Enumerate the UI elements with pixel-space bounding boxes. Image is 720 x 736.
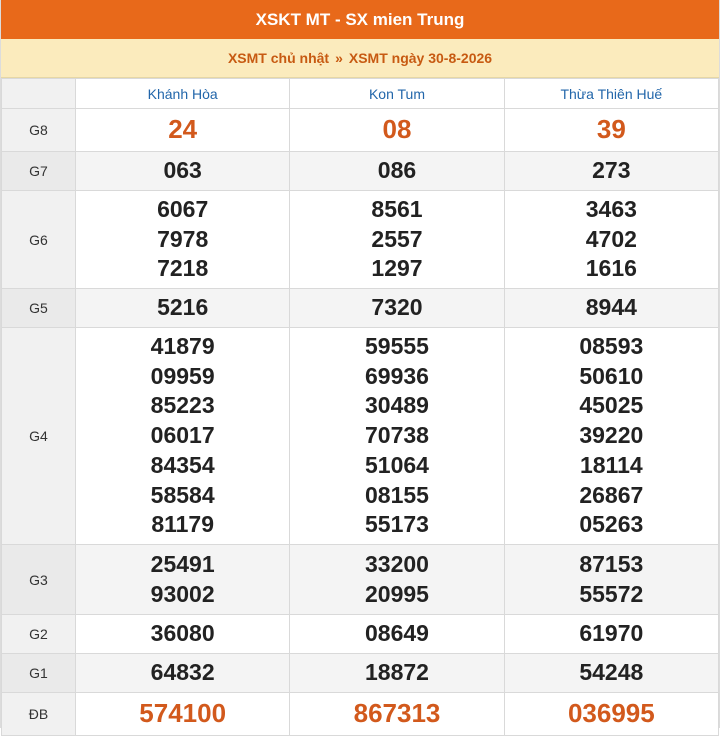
prize-number: 33200 [365,550,429,577]
prize-number: 08 [382,114,412,145]
prize-number: 18114 [579,451,643,478]
prize-cell [76,191,290,289]
prize-number: 45025 [579,392,644,419]
province-header-row [2,79,719,109]
prize-cell [504,289,718,328]
prize-label: G3 [2,545,76,615]
prize-cell [76,654,290,693]
prize-cell [76,152,290,191]
prize-number: 55173 [365,511,429,538]
prize-label: G1 [2,654,76,693]
breadcrumb-link-weekday[interactable]: XSMT chủ nhật [227,50,330,66]
province-khanh-hoa[interactable]: Khánh Hòa [76,79,290,109]
province-thua-thien-hue[interactable]: Thừa Thiên Huế [504,79,718,109]
prize-number: 26867 [579,481,644,508]
prize-number: 18872 [365,659,429,686]
prize-cell [76,615,290,654]
prize-cell [504,109,718,152]
prize-number: 3463 [585,195,637,222]
prize-number: 7218 [157,255,209,282]
prize-number: 61970 [579,620,644,647]
prize-cell [504,191,718,289]
prize-row-g7 [2,152,719,191]
prize-label: G7 [2,152,76,191]
prize-cell [504,654,718,693]
prize-number: 08593 [579,333,644,360]
prize-number: 867313 [353,698,441,729]
prize-number: 39 [596,114,626,145]
results-table [1,78,719,736]
prize-cell [76,693,290,736]
prize-number: 39220 [579,422,644,449]
prize-row-g6 [2,191,719,289]
prize-number: 36080 [150,620,215,647]
prize-number: 59555 [365,333,429,360]
header-corner [2,79,76,109]
prize-cell [290,328,504,545]
prize-number: 574100 [139,698,227,729]
prize-number: 93002 [150,580,215,607]
prize-number: 8944 [585,294,637,321]
prize-row-g5 [2,289,719,328]
prize-number: 70738 [365,422,429,449]
prize-cell [290,693,504,736]
prize-row-g8 [2,109,719,152]
prize-number: 41879 [150,333,215,360]
breadcrumb-separator: » [335,50,343,66]
prize-number: 5216 [157,294,209,321]
prize-number: 50610 [579,362,644,389]
prize-table-body [2,109,719,736]
prize-number: 6067 [157,195,209,222]
prize-number: 8561 [371,195,423,222]
prize-cell [290,109,504,152]
prize-number: 086 [377,157,417,184]
prize-number: 036995 [567,698,655,729]
prize-number: 54248 [579,659,644,686]
prize-label: G8 [2,109,76,152]
prize-label: G4 [2,328,76,545]
prize-cell [290,289,504,328]
prize-number: 06017 [150,422,215,449]
prize-cell [76,328,290,545]
prize-number: 64832 [150,659,215,686]
prize-number: 55572 [579,580,644,607]
prize-number: 58584 [150,481,215,508]
prize-label: ĐB [2,693,76,736]
prize-number: 4702 [585,225,637,252]
prize-number: 20995 [365,580,429,607]
prize-cell [290,615,504,654]
prize-number: 51064 [365,451,429,478]
prize-number: 273 [592,157,631,184]
prize-row-g1 [2,654,719,693]
prize-number: 1616 [585,255,637,282]
prize-label: G6 [2,191,76,289]
prize-number: 7320 [371,294,423,321]
prize-row-db [2,693,719,736]
prize-number: 30489 [365,392,429,419]
breadcrumb-link-date[interactable]: XSMT ngày 30-8-2026 [348,50,493,66]
prize-number: 09959 [150,362,215,389]
prize-cell [290,654,504,693]
prize-row-g2 [2,615,719,654]
prize-number: 25491 [150,550,215,577]
province-kon-tum[interactable]: Kon Tum [290,79,504,109]
prize-number: 063 [163,157,202,184]
prize-cell [76,289,290,328]
prize-cell [504,615,718,654]
prize-number: 2557 [371,225,423,252]
prize-number: 81179 [151,511,215,538]
prize-number: 84354 [150,451,215,478]
prize-number: 69936 [365,362,429,389]
panel-title: XSKT MT - SX mien Trung [1,0,719,39]
prize-label: G2 [2,615,76,654]
prize-cell [290,191,504,289]
prize-row-g3 [2,545,719,615]
prize-cell [76,545,290,615]
prize-number: 1297 [371,255,423,282]
prize-number: 05263 [579,511,644,538]
prize-cell [504,693,718,736]
prize-label: G5 [2,289,76,328]
prize-cell [504,328,718,545]
prize-number: 08155 [365,481,429,508]
prize-number: 7978 [157,225,209,252]
prize-cell [290,152,504,191]
prize-number: 85223 [150,392,215,419]
prize-cell [504,545,718,615]
prize-row-g4 [2,328,719,545]
prize-cell [76,109,290,152]
prize-number: 24 [168,114,198,145]
prize-number: 87153 [579,550,644,577]
breadcrumb [1,39,719,78]
prize-cell [290,545,504,615]
prize-number: 08649 [365,620,429,647]
prize-cell [504,152,718,191]
